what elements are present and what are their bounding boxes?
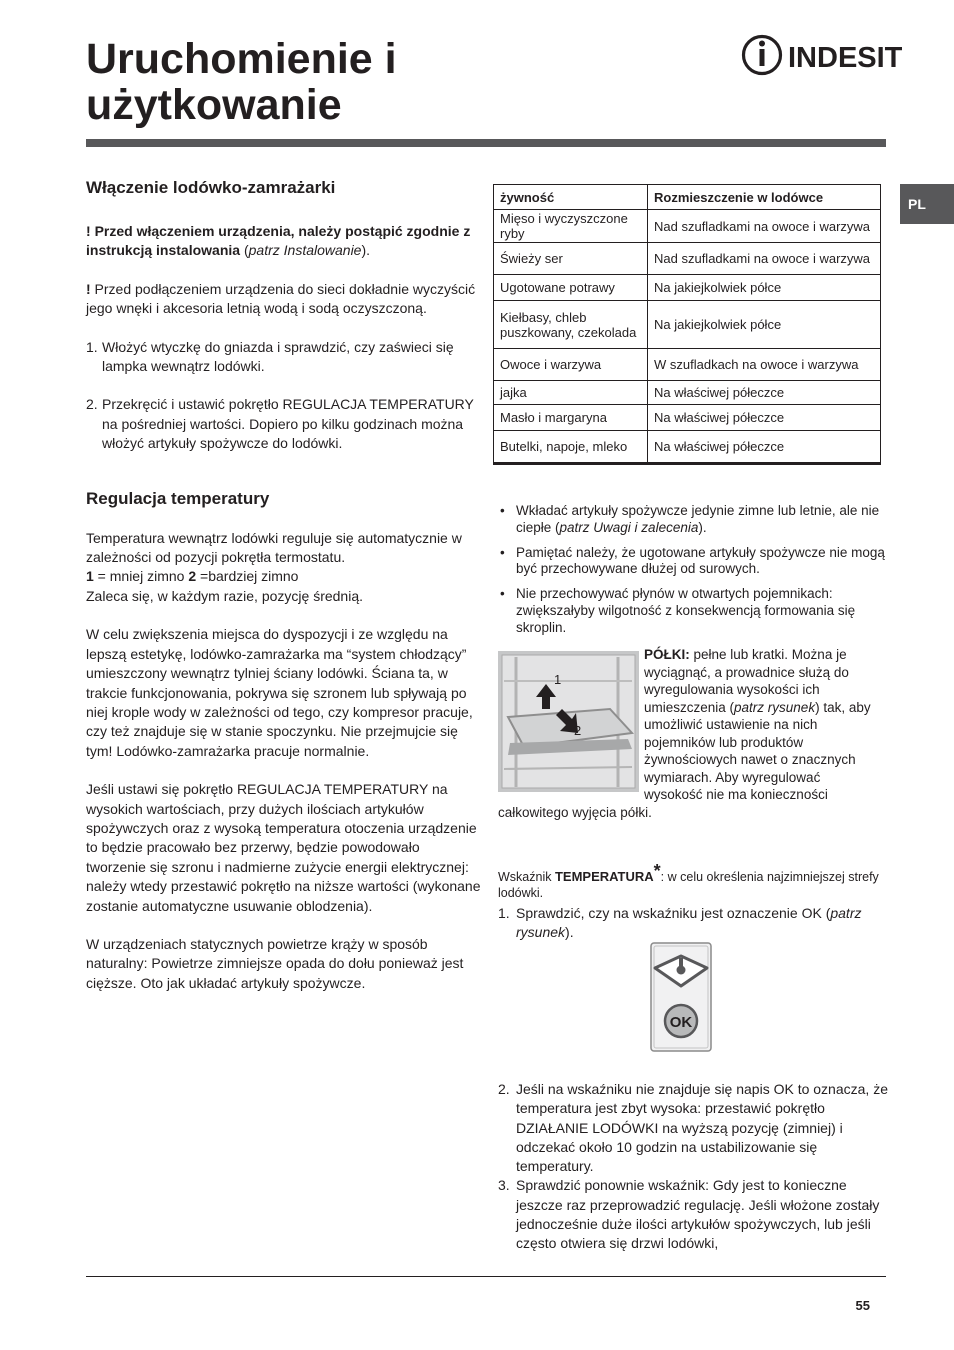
table-cell-placement: Nad szufladkami na owoce i warzywa bbox=[648, 210, 881, 243]
title-divider bbox=[86, 139, 886, 147]
table-cell-food: Butelki, napoje, mleko bbox=[494, 431, 648, 464]
section-heading-temperature: Regulacja temperatury bbox=[86, 488, 270, 508]
table-cell-food: Owoce i warzywa bbox=[494, 349, 648, 381]
static-air-paragraph: W urządzeniach statycznych powietrze krąży w sposób naturalny: Powietrze zimniejsze opada do dołu ponieważ jest cięższe. Oto jak układać artykuły spożywcze. bbox=[86, 935, 464, 991]
table-cell-placement: Na właściwej półeczce bbox=[648, 405, 881, 431]
table-row bbox=[494, 349, 881, 381]
step-1: 1. Włożyć wtyczkę do gniazda i sprawdzić, czy zaświeci się lampka wewnątrz lodówki. bbox=[86, 338, 454, 375]
table-cell-food: Mięso i wyczyszczone ryby bbox=[494, 210, 648, 243]
table-cell-placement: Nad szufladkami na owoce i warzywa bbox=[648, 243, 881, 275]
temperature-indicator-illustration bbox=[650, 942, 712, 1052]
table-cell-food: jajka bbox=[494, 381, 648, 405]
table-cell-placement: Na właściwej półeczce bbox=[648, 431, 881, 464]
indicator-step-1: 1. Sprawdzić, czy na wskaźniku jest oznaczenie OK (patrz rysunek). bbox=[498, 905, 862, 941]
table-cell-placement: Na jakiejkolwiek półce bbox=[648, 301, 881, 349]
table-row bbox=[494, 381, 881, 405]
brand-wordmark: INDESIT bbox=[788, 42, 902, 74]
storage-tips-list bbox=[498, 503, 886, 645]
table-cell-food: Ugotowane potrawy bbox=[494, 275, 648, 301]
table-row bbox=[494, 210, 881, 243]
step-2: 2. Przekręcić i ustawić pokrętło REGULACJA TEMPERATURY na pośredniej wartości. Dopiero po kilku godzinach można włożyć artykuły spożywcze do lodówki. bbox=[86, 396, 474, 452]
page-title-line2: użytkowanie bbox=[86, 81, 342, 129]
high-setting-paragraph: Jeśli ustawi się pokrętło REGULACJA TEMPERATURY na wysokich wartościach, przy dużych ilościach artykułów spożywczych oraz z wysoką temperatura otoczenia urządzenie to będzie pracowało bez przerwy, będzie powodowało tworzenie się szronu i nadmierne zużycie energii elektrycznej: należy wtedy przestawić pokrętło na niższe wartości (wykonane zostanie automatyczne usuwanie oblodzenia). bbox=[86, 781, 481, 914]
warning-mark: ! bbox=[86, 280, 91, 297]
list-item: • Wkładać artykuły spożywcze jedynie zimne lub letnie, ale nie ciepłe (patrz Uwagi i zalecenia). bbox=[500, 503, 880, 535]
table-cell-placement: Na jakiejkolwiek półce bbox=[648, 275, 881, 301]
table-cell-placement: W szufladkach na owoce i warzywa bbox=[648, 349, 881, 381]
shelf-label-2: 2 bbox=[574, 723, 582, 738]
shelf-label-1: 1 bbox=[554, 672, 562, 687]
language-tab: PL bbox=[900, 184, 954, 224]
table-row bbox=[494, 301, 881, 349]
indicator-steps bbox=[498, 1080, 893, 1254]
list-item: • Pamiętać należy, że ugotowane artykuły spożywcze nie mogą być przechowywane dłużej od surowych. bbox=[500, 544, 885, 577]
ok-label: OK bbox=[669, 1014, 693, 1031]
table-row bbox=[494, 275, 881, 301]
food-placement-table bbox=[493, 184, 881, 465]
table-header-food: żywność bbox=[494, 185, 648, 210]
indicator-step-2: 2. Jeśli na wskaźniku nie znajduje się napis OK to oznacza, że temperatura jest zbyt wysoka: przestawić pokrętło DZIAŁANIE LODÓWKI na wyższą pozycję (zimniej) i odczekać około 10 godzin na ustabilizowanie się temperatury. bbox=[498, 1081, 888, 1175]
footer-divider bbox=[86, 1276, 886, 1277]
table-cell-food: Kiełbasy, chleb puszkowany, czekolada bbox=[494, 301, 648, 349]
page-title-line1: Uruchomienie i bbox=[86, 35, 397, 83]
list-item: • Nie przechowywać płynów w otwartych pojemnikach: zwiększałyby wilgotność z konsekwencją formowania się skroplin. bbox=[500, 586, 856, 635]
table-header-placement: Rozmieszczenie w lodówce bbox=[648, 185, 881, 210]
warning-cleaning: ! Przed podłączeniem urządzenia do sieci dokładnie wyczyścić jego wnęki i akcesoria letnią wodą i sodą oczyszczoną. bbox=[86, 280, 476, 317]
shelves-paragraph: PÓŁKI: pełne lub kratki. Można je wyciągnąć, a prowadnice służą do wyregulowania wysokości ich umieszczenia (patrz rysunek) tak, aby umożliwić ustawienie na nich pojemników lub produktów żywnościowych nawet o znacznych wymiarach. Aby wyregulować wysokość nie ma konieczności całkowitego wyjęcia półki. bbox=[498, 647, 871, 820]
table-row bbox=[494, 243, 881, 275]
section-heading-power-on: Włączenie lodówko-zamrażarki bbox=[86, 178, 336, 197]
temperature-indicator-label: Wskaźnik TEMPERATURA*: w celu określenia najzimniejszej strefy lodówki. bbox=[498, 861, 879, 900]
warning-installation: ! Przed włączeniem urządzenia, należy postąpić zgodnie z instrukcją instalowania (patrz Instalowanie). bbox=[86, 223, 471, 259]
table-row bbox=[494, 405, 881, 431]
table-row bbox=[494, 431, 881, 464]
page-number: 55 bbox=[855, 1298, 870, 1313]
cooling-system-paragraph: W celu zwiększenia miejsca do dyspozycji i ze względu na lepszą estetykę, lodówko-zamrażarka ma “system chłodzący” umieszczony wewnątrz tylniej ściany lodówki. Ściana ta, w trakcie funkcjonowania, pokrywa się szronem lub spływają po niej krople wody w zależności od tego, czy kompresor pracuje, czy też znajduje się w stanie spoczynku. Nie przejmujcie się tym! Lodówko-zamrażarka pracuje normalnie. bbox=[86, 626, 473, 759]
shelf-adjustment-illustration bbox=[498, 651, 639, 792]
table-cell-placement: Na właściwej półeczce bbox=[648, 381, 881, 405]
left-column bbox=[86, 178, 482, 993]
temperature-intro: Temperatura wewnątrz lodówki reguluje się automatycznie w zależności od pozycji pokrętła termostatu. 1 = mniej zimno 2 =bardziej zimno Zaleca się, w każdym razie, pozycję średnią. bbox=[86, 529, 462, 604]
table-cell-food: Świeży ser bbox=[494, 243, 648, 275]
page-title bbox=[86, 36, 397, 128]
indicator-step-3: 3. Sprawdzić ponownie wskaźnik: Gdy jest to konieczne jeszcze raz przeprowadzić regulację. Jeśli włożone zostały jednocześnie duże ilości artykułów spożywczych, lub jeśli często otwiera się drzwi lodówki, bbox=[498, 1177, 880, 1252]
table-cell-food: Masło i margaryna bbox=[494, 405, 648, 431]
indesit-logo bbox=[740, 32, 902, 78]
warning-mark: ! bbox=[86, 223, 91, 239]
